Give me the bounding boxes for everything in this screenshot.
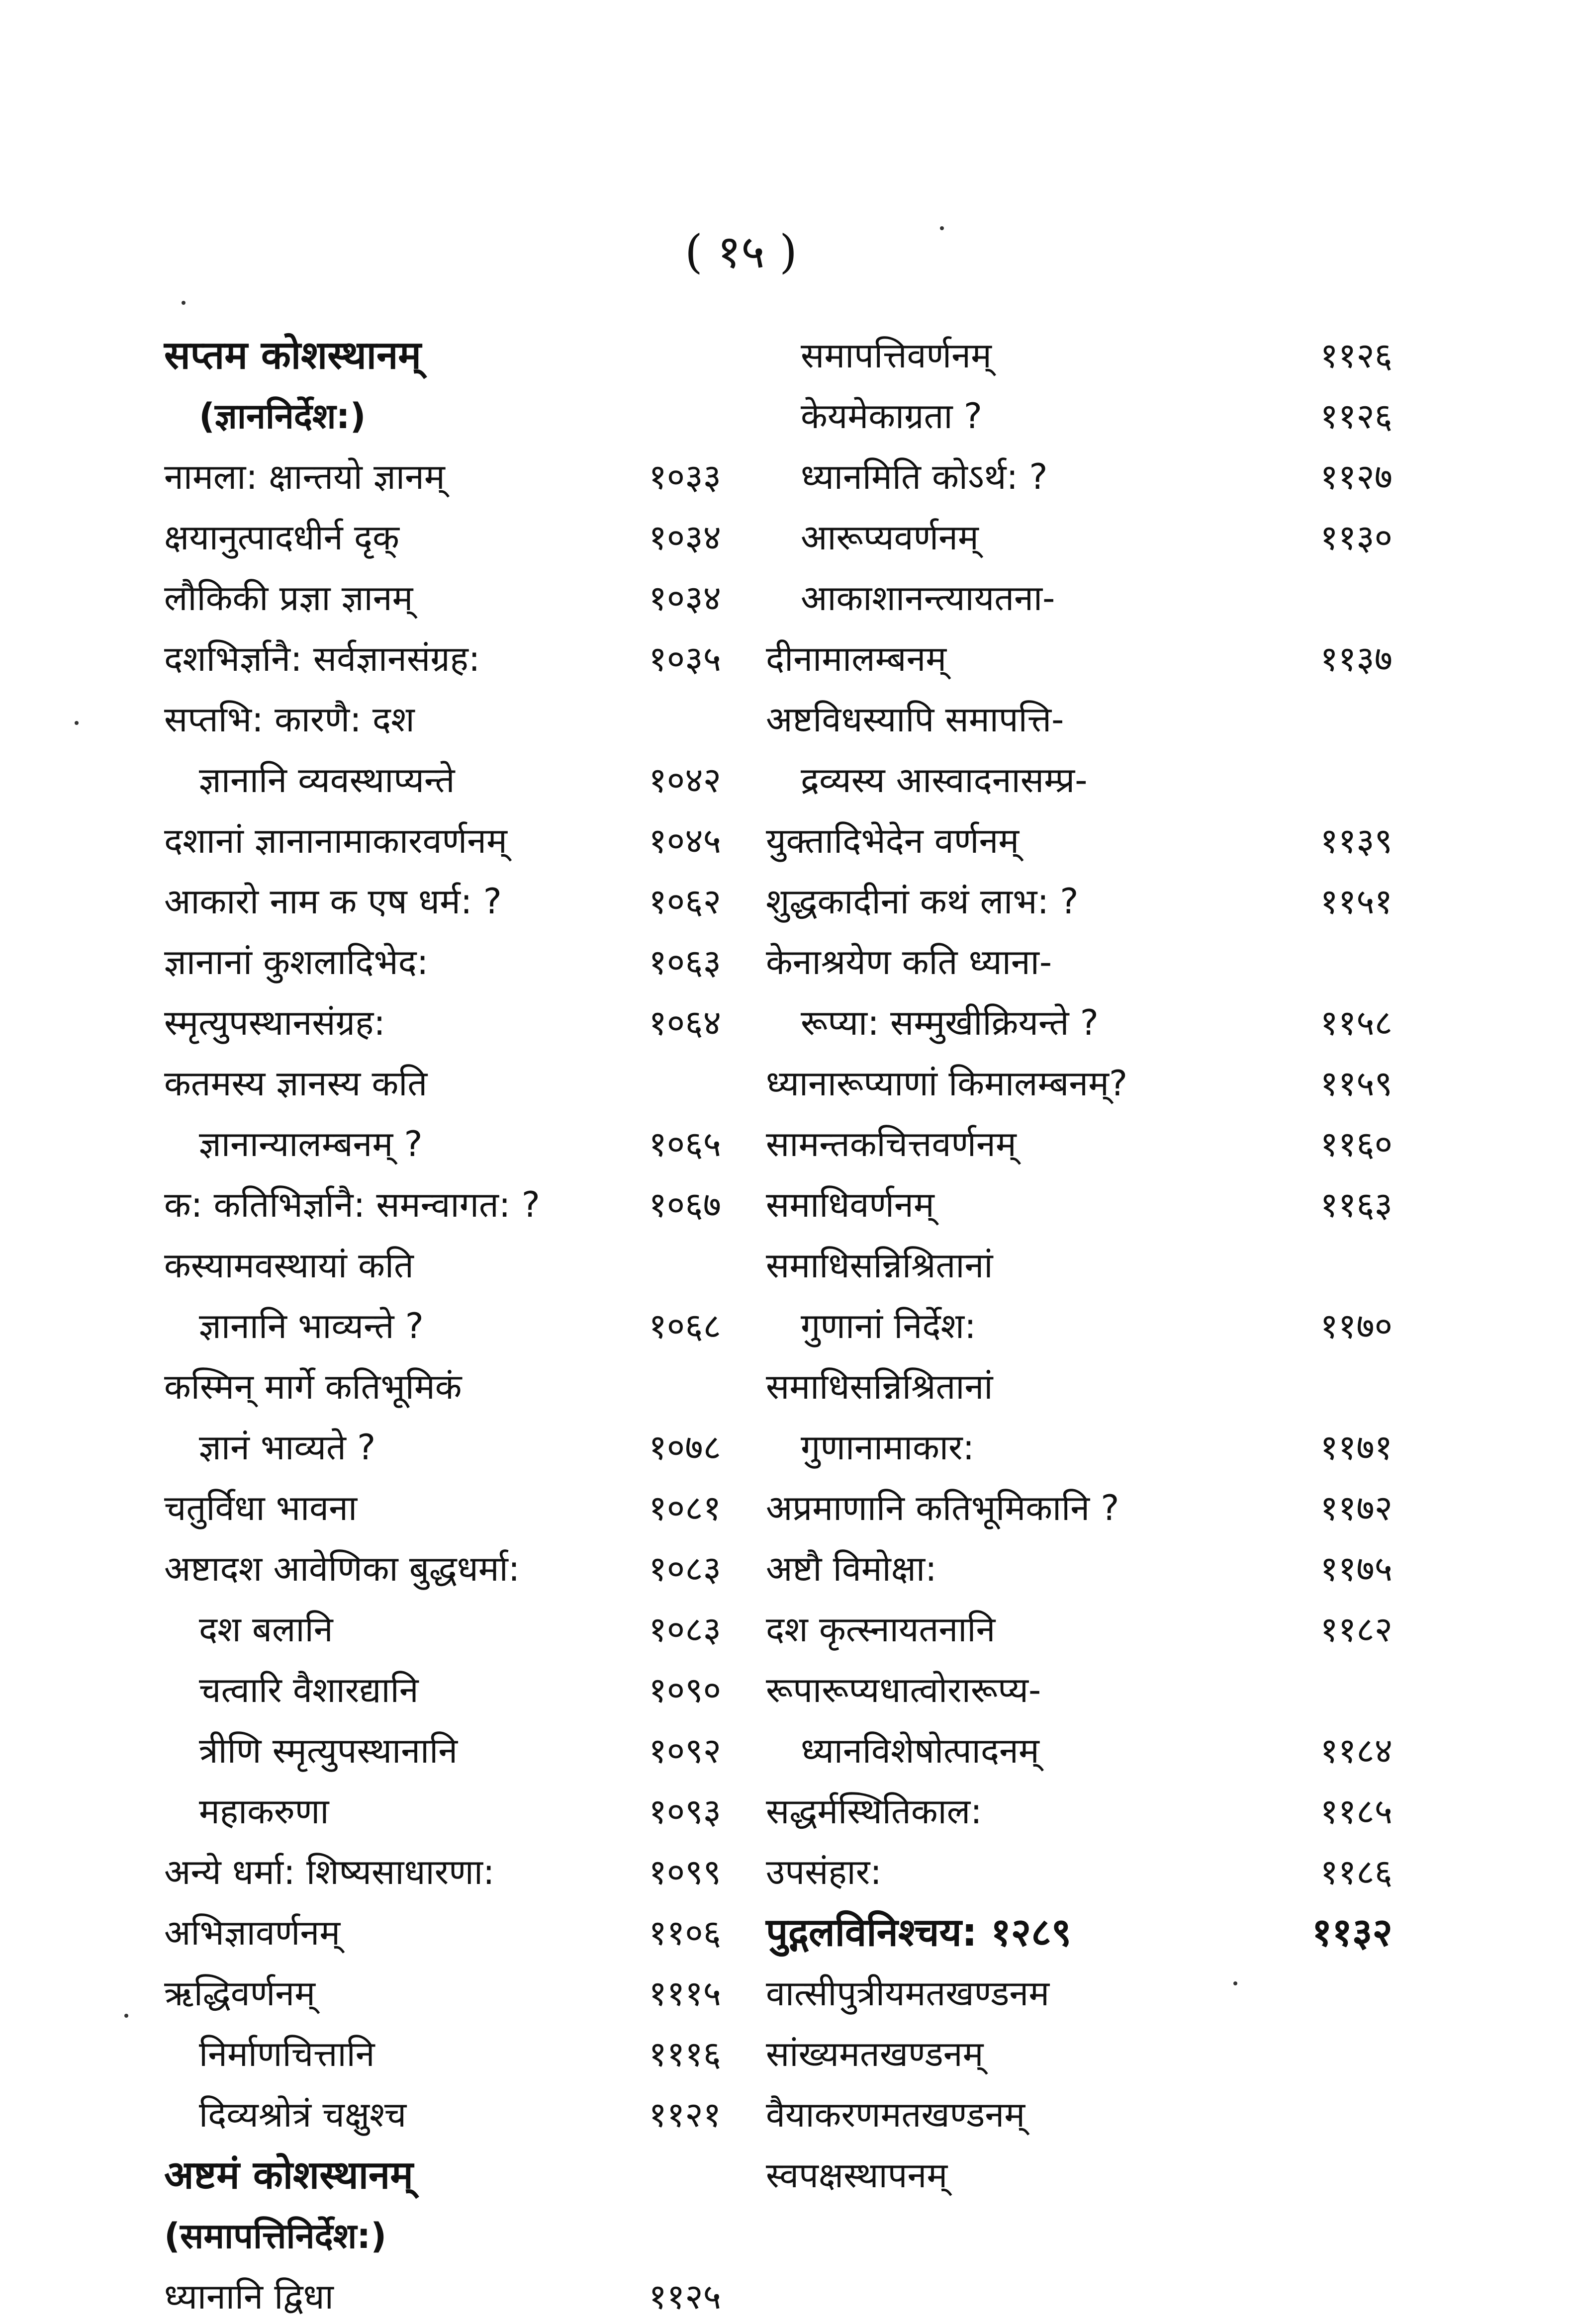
toc-entry	[164, 2087, 721, 2142]
toc-entry-title: ध्यानारूप्याणां किमालम्बनम्?	[766, 1063, 1128, 1104]
toc-entry-title: महाकरुणा	[199, 1791, 329, 1832]
toc-entry-page: ११३०	[1320, 517, 1393, 558]
toc-entry-page: १०६४	[649, 1002, 721, 1043]
toc-entry-title: नामला: क्षान्तयो ज्ञानम्	[164, 456, 445, 497]
toc-entry	[164, 328, 721, 383]
toc-entry-page: १११६	[649, 2034, 721, 2074]
toc-entry	[766, 1845, 1393, 1899]
toc-entry-title: दशानां ज्ञानानामाकारवर्णनम्	[164, 820, 507, 861]
toc-entry-title: लौकिकी प्रज्ञा ज्ञानम्	[164, 578, 413, 619]
toc-entry-page: १०८३	[649, 1548, 721, 1589]
toc-entry-title: सप्तभि: कारणै: दश	[164, 699, 415, 740]
toc-entry	[766, 631, 1393, 686]
toc-entry	[164, 1905, 721, 1960]
toc-entry-title: समाधिवर्णनम्	[766, 1184, 934, 1225]
toc-entry	[766, 328, 1393, 383]
toc-entry	[164, 995, 721, 1050]
toc-entry-title: ध्यानानि द्विधा	[164, 2276, 334, 2317]
toc-entry	[766, 1723, 1393, 1778]
toc-entry-page: १०७८	[649, 1427, 721, 1468]
toc-entry	[766, 1481, 1393, 1535]
toc-entry	[766, 1238, 1393, 1293]
toc-entry-title: रूप्या: सम्मुखीक्रियन्ते ?	[801, 1002, 1099, 1043]
toc-entry-page: १०४२	[649, 760, 721, 801]
toc-entry-title: केनाश्रयेण कति ध्याना-	[766, 942, 1052, 983]
toc-entry	[164, 1420, 721, 1475]
toc-entry-title: अभिज्ञावर्णनम्	[164, 1912, 341, 1953]
toc-entry-title: दश बलानि	[199, 1609, 333, 1650]
toc-entry-title: सामन्तकचित्तवर्णनम्	[766, 1124, 1017, 1164]
toc-entry	[766, 692, 1393, 747]
toc-entry-title: उपसंहार:	[766, 1852, 882, 1892]
toc-entry	[164, 813, 721, 868]
toc-entry-page: ११८६	[1320, 1852, 1393, 1892]
toc-entry-title: अष्टविधस्यापि समापत्ति-	[766, 699, 1064, 740]
toc-entry	[766, 2148, 1393, 2203]
toc-entry-title: (समापत्तिनिर्देश:)	[164, 2216, 387, 2256]
toc-entry-title: चतुर्विधा भावना	[164, 1488, 358, 1528]
toc-entry-title: ज्ञानानि व्यवस्थाप्यन्ते	[199, 760, 455, 801]
toc-entry	[164, 1784, 721, 1839]
toc-entry-page: १०९०	[649, 1670, 721, 1710]
toc-entry	[766, 1966, 1393, 2021]
toc-entry-page: ११२१	[649, 2094, 721, 2135]
toc-entry	[164, 389, 721, 444]
toc-entry	[766, 510, 1393, 565]
toc-entry	[766, 449, 1393, 504]
toc-entry-title: क: कतिभिर्ज्ञानै: समन्वागत: ?	[164, 1184, 540, 1225]
toc-entry-page: ११८४	[1320, 1730, 1393, 1771]
toc-entry-page: ११७१	[1320, 1427, 1393, 1468]
toc-entry	[164, 1299, 721, 1353]
toc-entry	[766, 1117, 1393, 1171]
toc-entry	[766, 1299, 1393, 1353]
toc-entry	[164, 1723, 721, 1778]
toc-entry-page: १०६५	[649, 1124, 721, 1164]
ink-speck	[940, 226, 944, 230]
toc-entry-title: दशभिर्ज्ञानै: सर्वज्ञानसंग्रह:	[164, 638, 480, 679]
toc-entry-page: १०९९	[649, 1852, 721, 1892]
toc-entry-page: ११६३	[1320, 1184, 1393, 1225]
toc-entry-page: १०४५	[649, 820, 721, 861]
toc-entry	[164, 571, 721, 626]
toc-entry-page: १०८३	[649, 1609, 721, 1650]
toc-entry-title: ज्ञानान्यालम्बनम् ?	[199, 1124, 423, 1164]
toc-entry-title: निर्माणचित्तानि	[199, 2034, 375, 2074]
toc-entry-title: आरूप्यवर्णनम्	[801, 517, 979, 558]
toc-entry-title: समाधिसन्निश्रितानां	[766, 1245, 993, 1286]
toc-entry-title: गुणानां निर्देश:	[801, 1306, 976, 1346]
toc-entry-title: ध्यानमिति कोऽर्थ: ?	[801, 456, 1048, 497]
toc-entry	[164, 1177, 721, 1232]
toc-entry-title: ऋद्धिवर्णनम्	[164, 1973, 316, 2014]
toc-entry-title: क्षयानुत्पादधीर्न दृक्	[164, 517, 399, 558]
toc-entry-page: ११२६	[1320, 335, 1393, 376]
toc-entry	[766, 1056, 1393, 1111]
toc-entry-title: आकारो नाम क एष धर्म: ?	[164, 881, 502, 922]
toc-entry	[766, 2027, 1393, 2081]
toc-entry	[766, 874, 1393, 929]
toc-entry	[766, 1541, 1393, 1596]
toc-entry	[766, 995, 1393, 1050]
toc-entry-title: दिव्यश्रोत्रं चक्षुश्च	[199, 2094, 407, 2135]
toc-entry	[164, 2269, 721, 2324]
toc-entry	[164, 1845, 721, 1899]
ink-speck	[182, 301, 186, 305]
toc-entry	[164, 449, 721, 504]
toc-entry	[164, 1602, 721, 1657]
toc-entry	[164, 1117, 721, 1171]
toc-entry	[164, 2027, 721, 2081]
toc-entry-title: युक्तादिभेदेन वर्णनम्	[766, 820, 1020, 861]
toc-entry-page: १०३३	[649, 456, 721, 497]
toc-entry-title: समापत्तिवर्णनम्	[801, 335, 992, 376]
toc-entry	[766, 389, 1393, 444]
toc-entry-page: १०३५	[649, 638, 721, 679]
toc-entry-title: द्रव्यस्य आस्वादनासम्प्र-	[801, 760, 1088, 801]
toc-entry-title: स्मृत्युपस्थानसंग्रह:	[164, 1002, 385, 1043]
toc-entry-page: ११७५	[1320, 1548, 1393, 1589]
toc-entry-page: ११५९	[1320, 1063, 1393, 1104]
toc-entry	[164, 2148, 721, 2203]
toc-entry	[766, 1784, 1393, 1839]
page-number: ( १५ )	[685, 225, 797, 278]
toc-entry-title: अष्टादश आवेणिका बुद्धधर्मा:	[164, 1548, 520, 1589]
toc-entry-title: रूपारूप्यधात्वोरारूप्य-	[766, 1670, 1041, 1710]
toc-entry-title: कस्यामवस्थायां कति	[164, 1245, 414, 1286]
toc-entry	[164, 1238, 721, 1293]
toc-entry-page: ११२७	[1320, 456, 1393, 497]
toc-entry	[164, 935, 721, 989]
toc-entry-page: ११५८	[1320, 1002, 1393, 1043]
toc-entry-title: गुणानामाकार:	[801, 1427, 975, 1468]
toc-entry	[766, 1905, 1393, 1960]
toc-entry	[164, 1663, 721, 1717]
toc-entry	[164, 753, 721, 807]
ink-speck	[75, 721, 79, 725]
toc-entry-title: कस्मिन् मार्गे कतिभूमिकं	[164, 1366, 462, 1407]
toc-entry	[164, 692, 721, 747]
toc-entry-title: स्वपक्षस्थापनम्	[766, 2155, 948, 2196]
toc-entry-title: ज्ञानं भाव्यते ?	[199, 1427, 376, 1468]
toc-entry-title: सद्धर्मस्थितिकाल:	[766, 1791, 982, 1832]
toc-entry	[164, 1359, 721, 1414]
toc-entry	[164, 1481, 721, 1535]
toc-entry-page: १०९२	[649, 1730, 721, 1771]
toc-entry-title: आकाशानन्त्यायतना-	[801, 578, 1055, 619]
toc-entry	[766, 813, 1393, 868]
toc-entry-title: सांख्यमतखण्डनम्	[766, 2034, 984, 2074]
toc-entry-page: १०३४	[649, 578, 721, 619]
toc-entry-page: ११६०	[1320, 1124, 1393, 1164]
toc-entry-title: कतमस्य ज्ञानस्य कति	[164, 1063, 428, 1104]
toc-entry-title: अष्टमं कोशस्थानम्	[164, 2153, 413, 2198]
toc-entry	[766, 753, 1393, 807]
toc-entry-title: चत्वारि वैशारद्यानि	[199, 1670, 419, 1710]
toc-entry-page: १०६३	[649, 942, 721, 983]
toc-entry-page: ११५१	[1320, 881, 1393, 922]
toc-entry-title: दीनामालम्बनम्	[766, 638, 947, 679]
toc-entry-page: ११३९	[1320, 820, 1393, 861]
toc-entry	[766, 2087, 1393, 2142]
toc-entry-page: ११३२	[1311, 1910, 1393, 1955]
toc-entry-title: केयमेकाग्रता ?	[801, 396, 983, 437]
toc-entry-page: ११२६	[1320, 396, 1393, 437]
toc-entry-page: १०६२	[649, 881, 721, 922]
toc-entry-title: समाधिसन्निश्रितानां	[766, 1366, 993, 1407]
toc-entry-page: १०३४	[649, 517, 721, 558]
toc-entry-page: १०९३	[649, 1791, 721, 1832]
toc-entry-page: ११७०	[1320, 1306, 1393, 1346]
toc-entry-page: १०८१	[649, 1488, 721, 1528]
toc-entry	[164, 631, 721, 686]
toc-entry-title: वात्सीपुत्रीयमतखण्डनम	[766, 1973, 1050, 2014]
toc-entry-title: अन्ये धर्मा: शिष्यसाधारणा:	[164, 1852, 495, 1892]
toc-entry	[766, 1420, 1393, 1475]
toc-entry	[766, 1602, 1393, 1657]
toc-entry-page: १०६८	[649, 1306, 721, 1346]
toc-entry-page: ११७२	[1320, 1488, 1393, 1528]
toc-entry-title: ज्ञानानां कुशलादिभेद:	[164, 942, 429, 983]
toc-entry-title: ध्यानविशेषोत्पादनम्	[801, 1730, 1039, 1771]
toc-entry-page: १०६७	[649, 1184, 721, 1225]
toc-entry	[766, 935, 1393, 989]
toc-entry	[164, 1541, 721, 1596]
toc-entry-title: अप्रमाणानि कतिभूमिकानि ?	[766, 1488, 1119, 1528]
toc-entry-title: सप्तम कोशस्थानम्	[164, 333, 421, 378]
toc-entry	[766, 1663, 1393, 1717]
toc-entry-title: पुद्गलविनिश्चय: १२८९	[766, 1910, 1072, 1955]
ink-speck	[1233, 1981, 1237, 1985]
toc-entry	[766, 1359, 1393, 1414]
toc-entry	[164, 510, 721, 565]
toc-entry-page: ११८२	[1320, 1609, 1393, 1650]
toc-entry-title: शुद्धकादीनां कथं लाभ: ?	[766, 881, 1079, 922]
toc-entry-title: दश कृत्स्नायतनानि	[766, 1609, 996, 1650]
toc-entry	[164, 1966, 721, 2021]
toc-entry-title: (ज्ञाननिर्देश:)	[199, 396, 366, 437]
toc-entry	[766, 1177, 1393, 1232]
toc-entry	[164, 2209, 721, 2263]
toc-entry-page: ११३७	[1320, 638, 1393, 679]
ink-speck	[124, 2014, 128, 2018]
toc-entry	[164, 874, 721, 929]
toc-entry-page: ११०६	[649, 1912, 721, 1953]
toc-entry	[164, 1056, 721, 1111]
toc-entry-page: ११८५	[1320, 1791, 1393, 1832]
toc-entry-title: त्रीणि स्मृत्युपस्थानानि	[199, 1730, 458, 1771]
toc-entry-title: ज्ञानानि भाव्यन्ते ?	[199, 1306, 424, 1346]
toc-entry-title: अष्टौ विमोक्षा:	[766, 1548, 937, 1589]
toc-entry-title: वैयाकरणमतखण्डनम्	[766, 2094, 1025, 2135]
toc-entry	[766, 571, 1393, 626]
toc-entry-page: ११२५	[649, 2276, 721, 2317]
toc-entry-page: १११५	[649, 1973, 721, 2014]
